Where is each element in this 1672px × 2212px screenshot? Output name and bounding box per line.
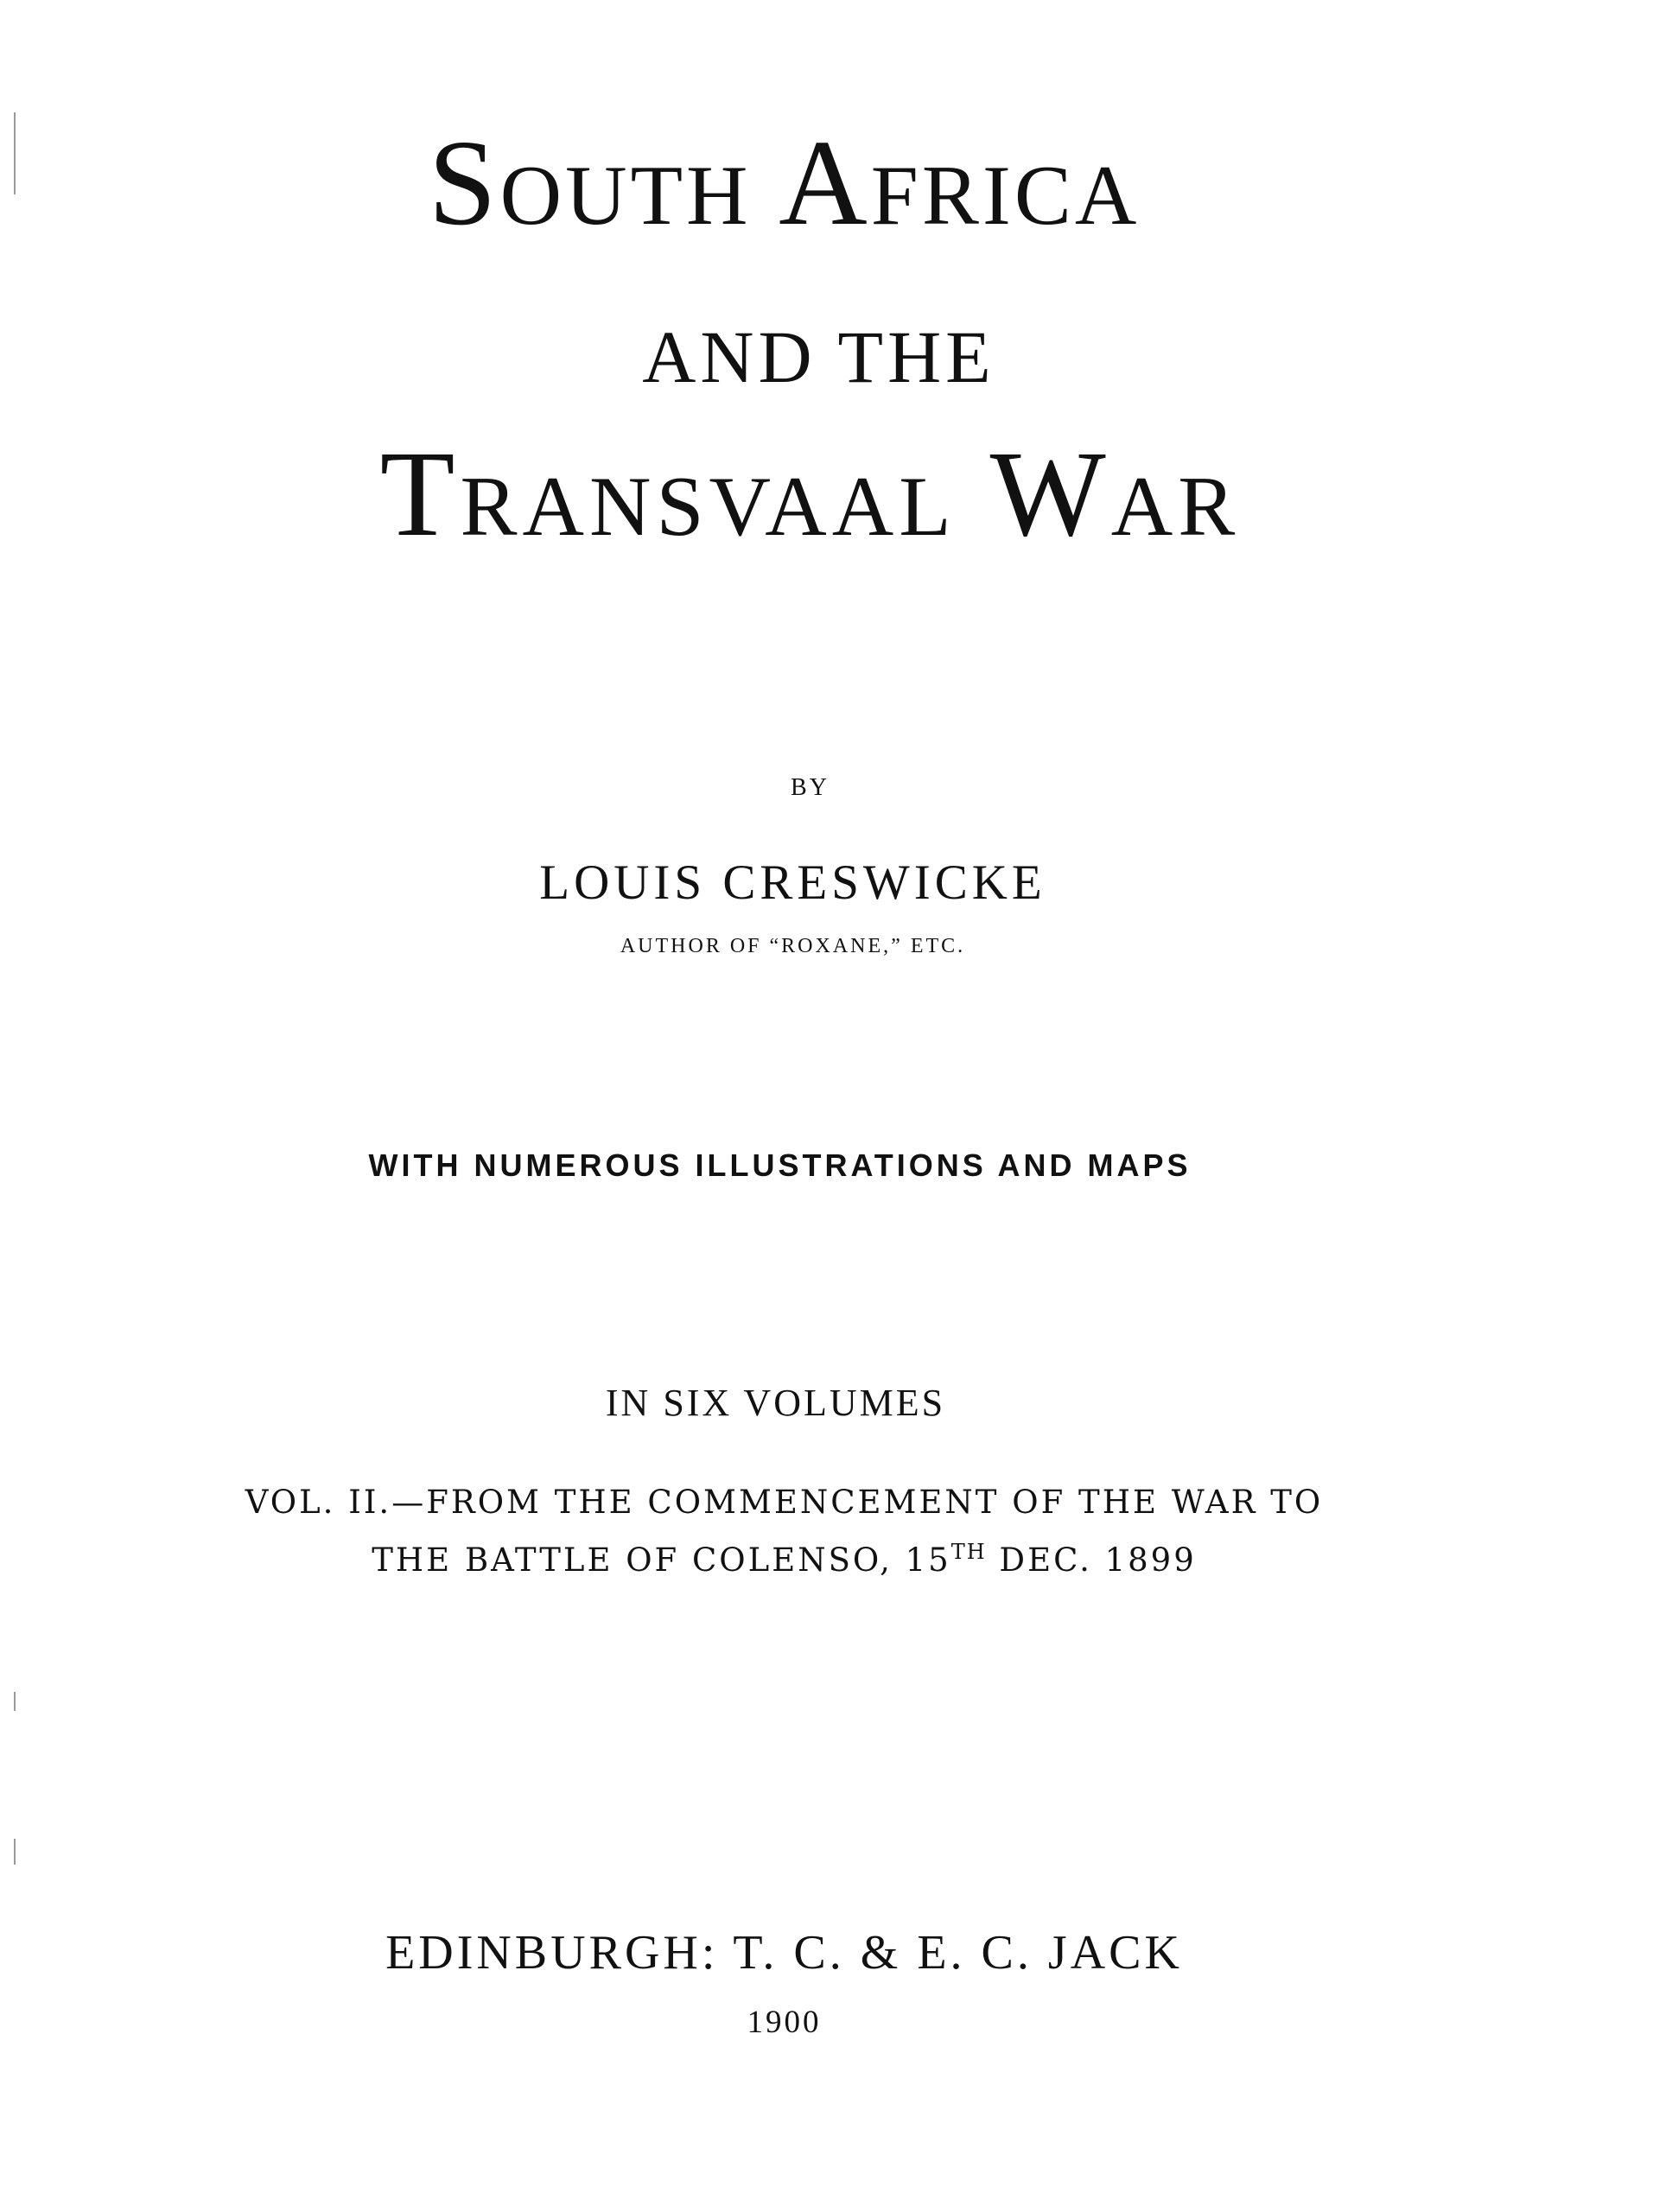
title-line-1: South Africa bbox=[428, 114, 1141, 251]
gutter-mark-middle bbox=[14, 1692, 16, 1711]
volume-description-prefix: THE BATTLE OF COLENSO, 15 bbox=[372, 1541, 951, 1579]
publisher-imprint: EDINBURGH: T. C. & E. C. JACK bbox=[385, 1926, 1183, 1980]
ordinal-superscript: TH bbox=[950, 1540, 987, 1564]
volume-description-line-2 bbox=[0, 1540, 1620, 1579]
gutter-mark-bottom bbox=[14, 1839, 16, 1865]
byline-label: BY bbox=[791, 774, 830, 801]
title-line-3: Transvaal War bbox=[379, 425, 1241, 562]
author-name: LOUIS CRESWICKE bbox=[539, 855, 1046, 910]
title-line-2: AND THE bbox=[642, 315, 995, 398]
volume-description-line-1: VOL. II.—FROM THE COMMENCEMENT OF THE WAR TO bbox=[245, 1484, 1324, 1521]
volume-count: IN SIX VOLUMES bbox=[605, 1382, 946, 1424]
volume-description-date: DEC. 1899 bbox=[986, 1541, 1197, 1579]
author-note: AUTHOR OF “ROXANE,” ETC. bbox=[620, 935, 966, 957]
illustrations-note: WITH NUMEROUS ILLUSTRATIONS AND MAPS bbox=[368, 1147, 1192, 1183]
publication-year: 1900 bbox=[747, 2005, 822, 2040]
